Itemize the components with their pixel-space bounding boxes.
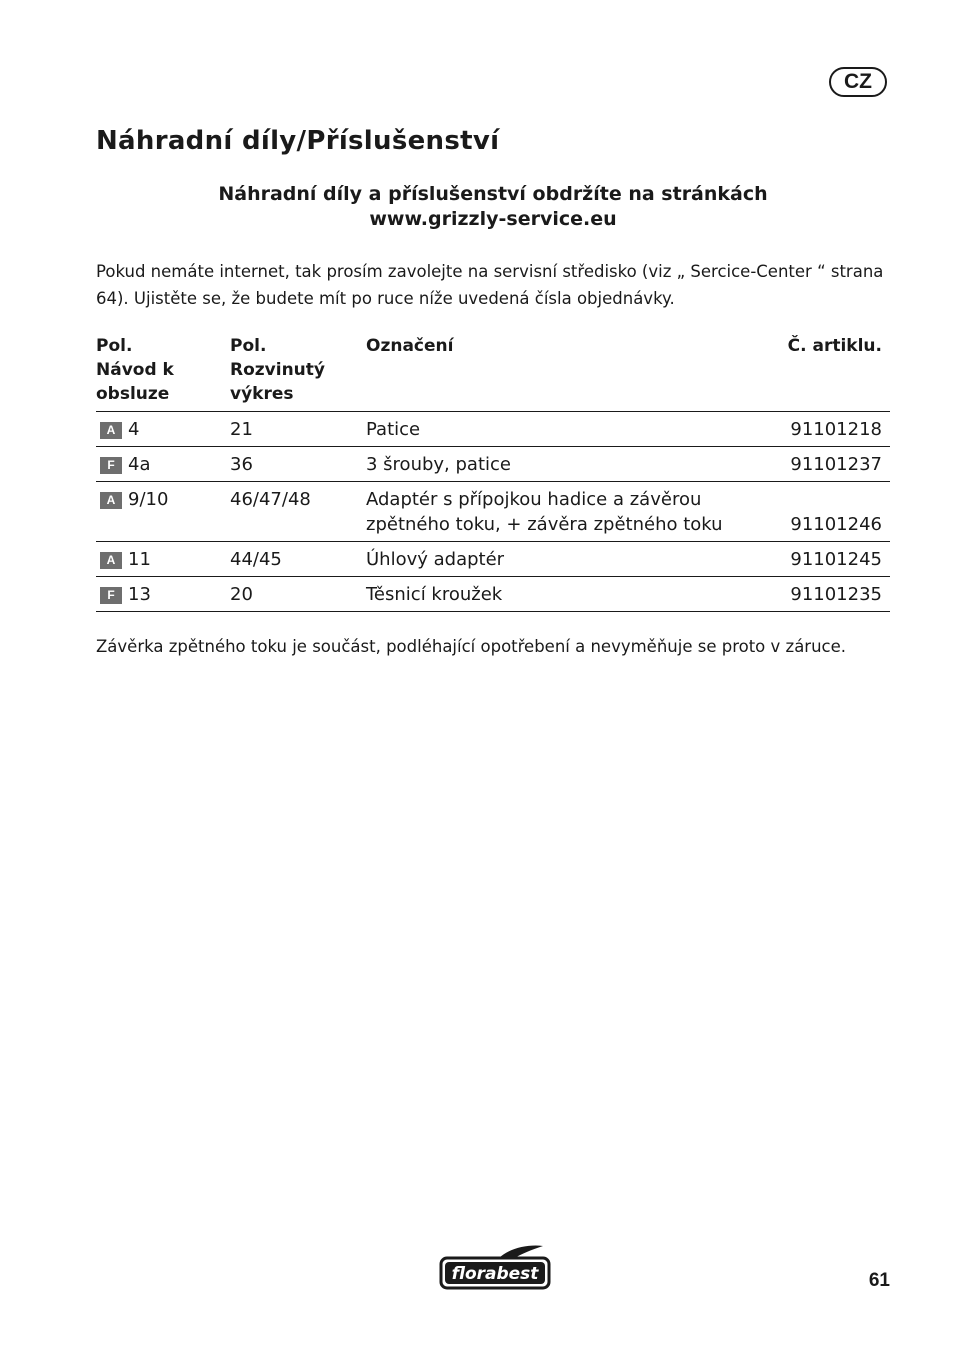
- table-header-row: [96, 334, 890, 412]
- designation-line: zpětného toku, + závěra zpětného toku: [366, 514, 723, 535]
- header-text: Pol.: [96, 336, 133, 356]
- pos-drawing: 44/45: [230, 542, 366, 577]
- pos-manual: 4: [128, 419, 140, 440]
- table-row: [96, 412, 890, 447]
- model-badge: A: [100, 552, 122, 569]
- intro-paragraph: Pokud nemáte internet, tak prosím zavolejte na servisní středisko (viz „ Sercice-Center “ strana 64). Ujistěte se, že budete mít po ruce níže uvedená čísla objednávky.: [96, 262, 884, 308]
- pos-manual: 11: [128, 549, 151, 570]
- florabest-logo: [439, 1244, 551, 1290]
- article-number: 91101237: [766, 447, 890, 482]
- parts-table: [96, 334, 890, 612]
- header-article: Č. artiklu.: [766, 334, 890, 412]
- subtitle-line: Náhradní díly a příslušenství obdržíte na stránkách: [218, 183, 768, 205]
- article-number: 91101245: [766, 542, 890, 577]
- page-title: Náhradní díly/Příslušenství: [96, 126, 500, 156]
- table-row: [96, 577, 890, 612]
- wear-part-note: Závěrka zpětného toku je součást, podléhající opotřebení a nevyměňuje se proto v záruce.: [96, 637, 847, 656]
- header-pos-manual: [96, 334, 230, 412]
- model-badge: A: [100, 422, 122, 439]
- pos-manual: 4a: [128, 454, 151, 475]
- pos-drawing: 36: [230, 447, 366, 482]
- table-row: [96, 447, 890, 482]
- designation: [366, 447, 766, 482]
- designation-line: Patice: [366, 419, 421, 440]
- header-text: Rozvinutý: [230, 360, 325, 380]
- article-number: 91101235: [766, 577, 890, 612]
- header-designation: Označení: [366, 334, 766, 412]
- article-number: 91101218: [766, 412, 890, 447]
- service-url: www.grizzly-service.eu: [369, 208, 617, 230]
- table-row: [96, 482, 890, 542]
- header-text: Návod k: [96, 360, 174, 380]
- header-text: výkres: [230, 384, 294, 404]
- page-number: 61: [868, 1270, 890, 1291]
- designation-line: 3 šrouby, patice: [366, 454, 511, 475]
- designation-line: Adaptér s přípojkou hadice a závěrou: [366, 489, 702, 510]
- designation-line: Těsnicí kroužek: [366, 584, 503, 605]
- header-text: Pol.: [230, 336, 267, 356]
- pos-manual: 13: [128, 584, 151, 605]
- designation-line: Úhlový adaptér: [366, 549, 505, 570]
- designation: [366, 482, 766, 542]
- designation: [366, 577, 766, 612]
- model-badge: F: [100, 457, 122, 474]
- language-badge: CZ: [829, 67, 887, 97]
- pos-drawing: 21: [230, 412, 366, 447]
- table-row: [96, 542, 890, 577]
- designation: [366, 542, 766, 577]
- pos-drawing: 20: [230, 577, 366, 612]
- subtitle: [96, 182, 890, 232]
- article-number: 91101246: [766, 482, 890, 542]
- logo-text: florabest: [451, 1264, 539, 1284]
- model-badge: F: [100, 587, 122, 604]
- model-badge: A: [100, 492, 122, 509]
- header-pos-drawing: [230, 334, 366, 412]
- header-text: obsluze: [96, 384, 170, 404]
- pos-drawing: 46/47/48: [230, 482, 366, 542]
- designation: [366, 412, 766, 447]
- pos-manual: 9/10: [128, 489, 169, 510]
